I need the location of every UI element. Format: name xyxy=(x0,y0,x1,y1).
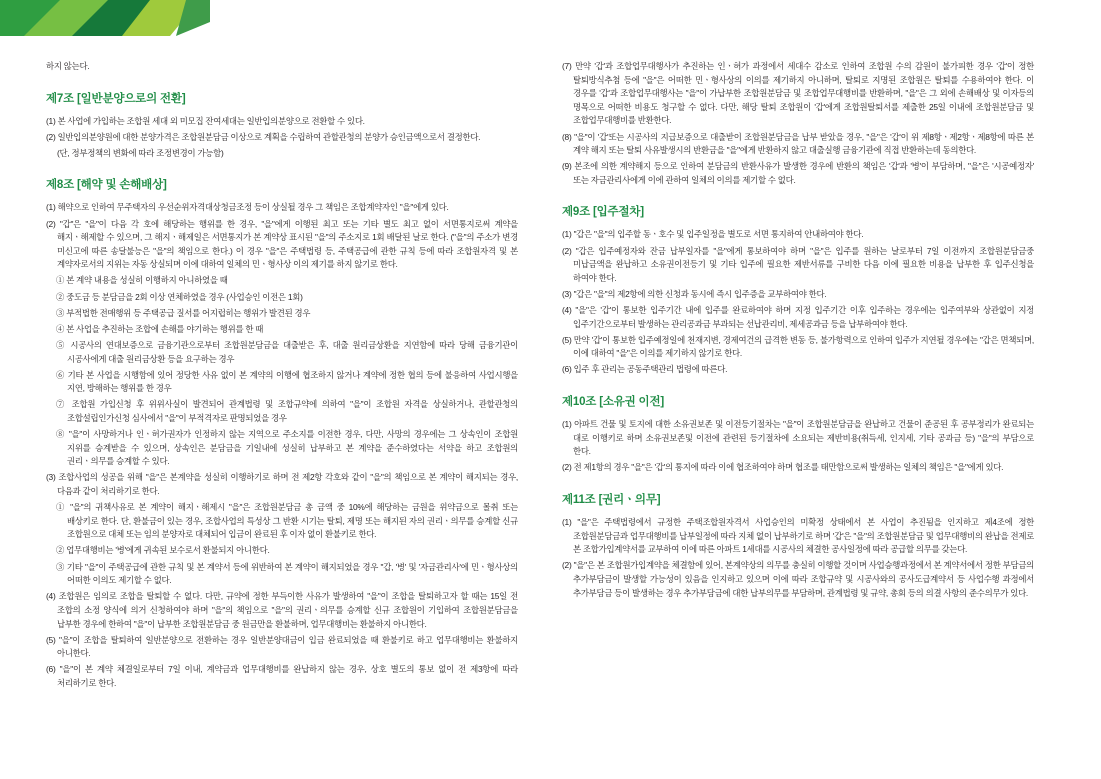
article9-clause-4: (4) "을"은 '갑'이 통보한 입주기간 내에 입주를 완료하여야 하며 지정 입주기간 이후 입주하는 경우에는 입주여부와 상관없이 지정 입주기간으로부터 발생하는 관리공과금 부과되는 선납관리비, 제세공과금 등을 납부하여야 한다. xyxy=(562,305,1034,329)
article11-clause-2: (2) "을"은 본 조합원가입계약을 체결함에 있어, 본계약상의 의무를 충실히 이행할 것이며 사업승행과정에서 본 계약서에서 정한 부담금의 추가부담금이 발생할 가능성이 있음을 인지하고 있으며 이에 따라 조합규약 및 시공사와의 공사도급계약서 등 사업수행 과정에서 추가부담금 등이 발생하는 경우 추가부담금에 대한 납부의무를 부담하며, 관계법령 및 규약, 총회 등의 의결 사항의 준수의무가 있다. xyxy=(562,560,1034,598)
article8-clause-9: (9) 본조에 의한 계약해지 등으로 인하여 분담금의 반환사유가 발생한 경우에 반환의 책임은 '갑'과 '병'이 부담하며, "을"은 '시공예정자' 또는 자금관리사에게 이에 관하여 일체의 이의를 제기할 수 없다. xyxy=(562,161,1034,185)
article8-clause3-item-1: ① "을"의 귀책사유로 본 계약이 해지ㆍ해제시 "을"은 조합원분담금 총 금액 중 10%에 해당하는 금원을 위약금으로 몰취 또는 배상키로 한다. 단, 환불금이 있는 경우, 조합사업의 특성상 그 반환 시기는 탈퇴, 제명 또는 해지된 자의 권리ㆍ의무를 승계할 신규 조합원으로 대체 또는 임의 분양자로 대체되어 입금이 완료된 후 이자 없이 환불키로 한다. xyxy=(56,502,518,540)
intro-text: 하지 않는다. xyxy=(46,61,90,71)
section-heading-article7: 제7조 [일반분양으로의 전환] xyxy=(46,92,186,105)
article10-clause-2: (2) 전 제1항의 경우 "을"은 '갑'의 통지에 따라 이에 협조하여야 하며 협조를 태만함으로써 발생하는 일체의 책임은 "을"에게 있다. xyxy=(562,462,1004,473)
article9-clause-1: (1) "갑은 "을"의 입주할 동ㆍ호수 및 입주일정을 별도로 서면 통지하여 안내하여야 한다. xyxy=(562,229,864,240)
article9-clause-5: (5) 만약 '갑'이 통보한 입주예정일에 천재지변, 경제여건의 급격한 변동 등, 불가항력으로 인하여 입주가 지연될 경우에는 "갑은 면책되며, 이에 대하여 "을"은 이의를 제기하지 않기로 한다. xyxy=(562,334,1034,359)
article8-clause-1: (1) 해약으로 인하여 무주택자의 우선순위자격대상청금조정 등이 상실될 경우 그 책임은 조합계약자인 "을"에게 있다. xyxy=(46,202,449,213)
article8-item-6: ⑥ 기타 본 사업을 시행함에 있어 정당한 사유 없이 본 계약의 이행에 협조하지 않거나 계약에 정한 협의 등에 불응하여 사업시행을 지연, 방해하는 행위를 한 경우 xyxy=(56,369,518,394)
article11-clause-1: (1) "을"은 주택법령에서 규정한 주택조합원자격서 사업승인의 미확정 상태에서 본 사업이 추진됨을 인지하고 제4조에 정한 조합원분담금과 업무대행비를 납부일정에 따라 지체 없이 납부하기로 하며 '갑'은 "을"의 조합원분담금 및 업무대행비의 완납을 전제로 본 조합가입계약서를 교부하여 이에 따른 아파트 1세대를 시공사의 체결한 공사일정에 따라 공급할 의무를 갖는다. xyxy=(562,517,1034,555)
article8-clause3-item-3: ③ 기타 "을"이 주택공급에 관한 규칙 및 본 계약서 등에 위반하여 본 계약이 해지되었을 경우 "갑, '병' 및 '자금관리사'에 민ㆍ형사상의 어떠한 이의도 제기할 수 없다. xyxy=(56,561,518,586)
article9-clause-2: (2) "갑은 입주예정자와 잔금 납부일자를 "을"에게 통보하여야 하며 "을"은 입주를 원하는 날로부터 7일 이전까지 조합원분담금중 미납금액을 완납하고 소유권이전등기 및 기타 입주에 필요한 제반서류를 구비한 다음 이에 필요한 비용을 납부한 후 입주신청을 하여야 한다. xyxy=(562,245,1034,283)
article8-item-2: ② 중도금 등 분담금을 2회 이상 연체하였을 경우 (사업승인 이전은 1회) xyxy=(56,291,303,302)
article9-clause-6: (6) 입주 후 관리는 공동주택관리 법령에 따른다. xyxy=(562,364,728,375)
article7-clause-2: (2) 일반입의분양원에 대한 분양가격은 조합원분담금 이상으로 계획을 수립하여 관할관청의 분양가 승인금액으로서 결정한다. xyxy=(46,131,481,142)
article8-item-1: ① 본 계약 내용을 성실히 이행하지 아니하였을 때 xyxy=(56,275,228,286)
section-heading-article11: 제11조 [권리ㆍ의무] xyxy=(562,494,661,507)
left-column xyxy=(46,60,518,749)
article8-clause-3: (3) 조합사업의 성공을 위해 "을"은 본계약을 성실히 이행하기로 하며 전 제2항 각호와 같이 "을"의 책임으로 본 계약이 해지되는 경우, 다음과 같이 처리하기로 한다. xyxy=(46,472,518,497)
article8-clause-8: (8) "을"이 '갑'또는 시공사의 지급보증으로 대출받이 조합원분담금을 납부 받았을 경우, "을"은 '갑'이 위 제8항ㆍ제2항ㆍ제8항에 따른 본 계약 해지 또는 탈퇴 사유발생시의 반환금을 "을"에게 반환하지 않고 대출실행 금융기관에 직접 반환하는데 동의한다. xyxy=(562,131,1034,156)
article7-clause-1: (1) 본 사업에 가입하는 조합원 세대 외 미모집 잔여세대는 일반입의분양으로 전환할 수 있다. xyxy=(46,115,365,126)
article8-item-5: ⑤ 시공사의 연대보증으로 금융기관으로부터 조합원분담금을 대출받은 후, 대출 원리금상환을 지연함에 따라 당해 금융기관이 시공사에게 대출 원리금상환 등을 요구하는 경우 xyxy=(56,339,518,364)
article9-clause-3: (3) "갑은 "을"의 제2항에 의한 신청과 동시에 즉시 입주증을 교부하여야 한다. xyxy=(562,288,827,299)
section-heading-article10: 제10조 [소유권 이전] xyxy=(562,396,665,409)
article8-clause-7: (7) 만약 '갑'과 조합업무대행사가 추진하는 인ㆍ허가 과정에서 세대수 감소로 인하여 조합원 수의 감원이 불가피한 경우 '갑'이 정한 탈퇴방식추첨 등에 "을"은 어떠한 민ㆍ형사상의 이의를 제기하지 아니하며, 탈퇴로 지명된 조합원은 탈퇴를 수용하여야 한다. 이 경우를 '갑'과 조합업무대행사는 "을"이 가납부한 조합원분담금 및 조합업무대행비를 반환하며, "을"은 그 외에 손해배상 및 이자등의 명목으로 어떠한 비용도 청구할 수 없다. 다만, 해당 탈퇴 조합원이 '갑'에게 조합원탈퇴서를 제출한 25일 이내에 조합원분담금 및 조합업무대행비를 반환한다. xyxy=(562,61,1034,126)
article7-note: (단, 정부정책의 변화에 따라 조정변경이 가능함) xyxy=(57,147,224,158)
article8-clause-6: (6) "을"이 본 계약 체결일로부터 7일 이내, 계약금과 업무대행비를 완납하지 않는 경우, 상호 별도의 통보 없이 전 제3항에 따라 처리하기로 한다. xyxy=(46,664,518,688)
section-heading-article8: 제8조 [해약 및 손해배상] xyxy=(46,179,167,192)
article8-clause-4: (4) 조합원은 임의로 조합을 탈퇴할 수 없다. 다만, 규약에 정한 부득이한 사유가 발생하여 "을"이 조합을 탈퇴하고자 할 때는 15일 전 조합의 소정 양식에 의거 신청하여야 하며 "을"의 책임으로 "을"의 권리ㆍ의무를 승계할 신규 조합원이 기입하여 조합원분담금을 납부한 경우에 한하여 "을"이 납부한 조합원분담금 중 원금만을 환불하며, 업무대행비는 환불하지 아니한다. xyxy=(46,591,518,629)
right-column xyxy=(562,60,1034,749)
article8-item-8: ⑧ "을"이 사망하거나 인ㆍ허가권자가 인정하지 않는 지역으로 주소지를 이전한 경우, 다만, 사망의 경우에는 그 상속인이 조합원 지위를 승계받을 수 있으며, 상속인은 분담금을 기일내에 성실히 납부하고 본 계약을 준수하였다는 서약을 하고 조합원의 권리ㆍ의무를 승계할 수 있다. xyxy=(56,429,518,467)
article8-item-7: ⑦ 조합원 가입신청 후 위위사실이 발견되어 관계법령 및 조합규약에 의하여 "을"이 조합원 자격을 상실하거나, 관할관청의 조합설립인가신청 심사에서 "을"이 부적격자로 판명되었을 경우 xyxy=(56,399,518,423)
article8-clause-2: (2) "갑"은 "을"이 다음 각 호에 해당하는 행위를 한 경우, "을"에게 이행된 최고 또는 기타 별도 최고 없이 서면통지로써 계약을 해지ㆍ해제할 수 있으며, 그 해지ㆍ해제일은 서면통지가 본 계약상 표시된 "을"의 주소지로 1회 배달된 날로 한다. ("을"의 주소가 변경 미신고에 따른 송달불능은 "을"의 책임으로 한다.) 이 경우 "을"은 주택법령 등, 주택공급에 관한 규칙 등에 따라 조합원자격 및 본 계약자로서의 지위는 자동 상실되며 이에 대하여 일체의 민ㆍ형사상 이의 제기를 하지 않기로 한다. xyxy=(46,218,518,270)
article10-clause-1: (1) 아파트 건물 및 토지에 대한 소유권보존 및 이전등기절차는 "을"이 조합원분담금을 완납하고 건물이 준공된 후 공부정리가 완료되는 대로 이행키로 하며 소유권보존및 이전에 관련된 등기절차에 소요되는 제반비용(취득세, 인지세, 기타 공과금 등) "을"의 부담으로 한다. xyxy=(562,419,1034,457)
article8-item-4: ④ 본 사업을 추진하는 조합에 손해를 야기하는 행위를 한 때 xyxy=(56,323,264,334)
article8-clause-5: (5) "을"이 조합을 탈퇴하여 일반분양으로 전환하는 경우 일반분양대금이 입금 완료되었을 때 환불키로 하고 업무대행비는 환불하지 아니한다. xyxy=(46,634,518,659)
article8-item-3: ③ 부적법한 전매행위 등 주택공급 질서를 어지럽히는 행위가 발견된 경우 xyxy=(56,307,311,318)
article8-clause3-item-2: ② 업무대행비는 '병'에게 귀속된 보수로서 환불되지 아니한다. xyxy=(56,545,270,556)
section-heading-article9: 제9조 [입주절차] xyxy=(562,206,644,219)
